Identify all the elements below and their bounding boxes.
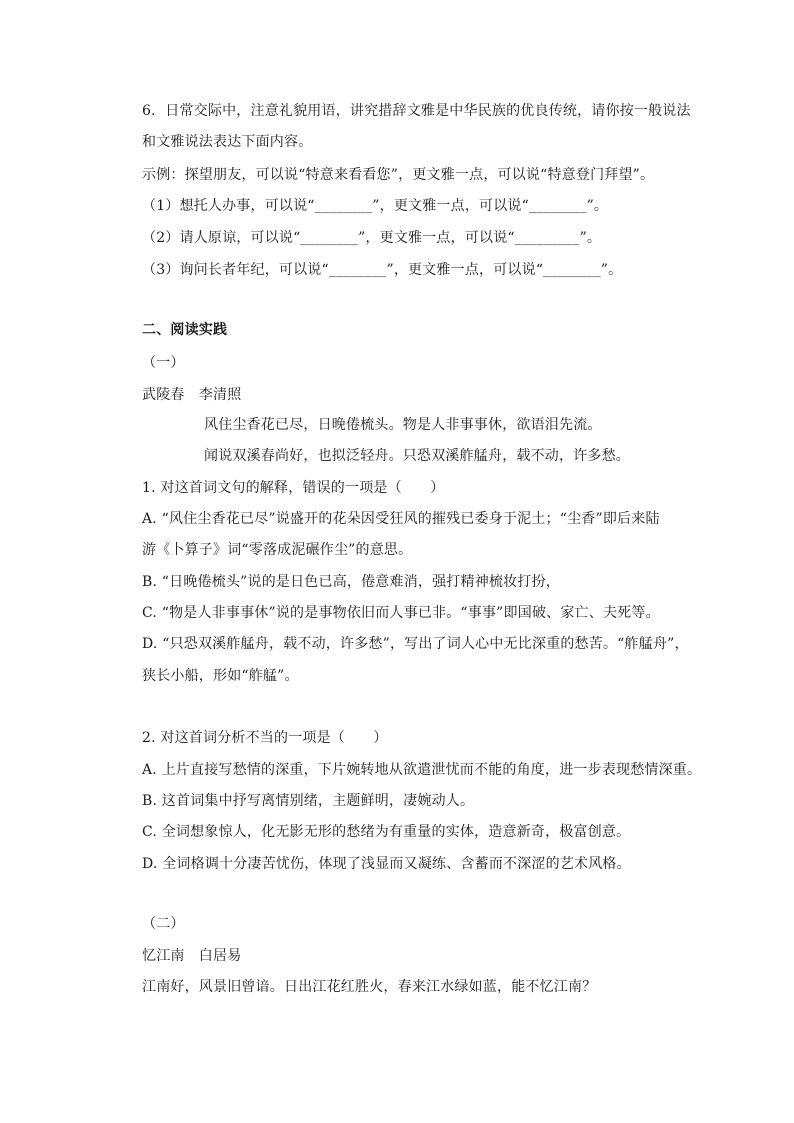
poem-1-line-1: 风住尘香花已尽，日晚倦梳头。物是人非事事休，欲语泪先流。 [204, 417, 602, 433]
question-2-option-b: B. 这首词集中抒写离情别绪，主题鲜明，凄婉动人。 [142, 793, 475, 809]
question-1-option-a-line-2: 游《卜算子》词“零落成泥碾作尘”的意思。 [142, 542, 413, 558]
question-1-option-d-line-2: 狭长小船，形如“舴艋”。 [142, 668, 299, 684]
poem-2-title: 忆江南 白居易 [142, 948, 242, 964]
poem-1-title: 武陵春 李清照 [142, 387, 242, 403]
question-2-option-d: D. 全词格调十分凄苦忧伤，体现了浅显而又凝练、含蓄而不深涩的艺术风格。 [142, 856, 631, 872]
section-heading-reading-practice: 二、阅读实践 [142, 322, 228, 338]
question-2-option-a: A. 上片直接写愁情的深重，下片婉转地从欲遣泄忧而不能的角度，进一步表现愁情深重。 [142, 762, 702, 778]
question-1-option-b: B. “日晚倦梳头”说的是日色已高，倦意难消，强打精神梳妆打扮， [142, 574, 560, 590]
part-2-label: （二） [142, 916, 185, 932]
part-1-label: （一） [142, 355, 185, 371]
question-1-option-c: C. “物是人非事事休”说的是事物依旧而人事已非。“事事”即国破、家亡、夫死等。 [142, 605, 660, 621]
question-6-item-3: （3）询问长者年纪，可以说“________”，更文雅一点，可以说“________”。 [142, 262, 623, 278]
question-1-option-d-line-1: D. “只恐双溪舴艋舟，载不动，许多愁”，写出了词人心中无比深重的愁苦。“舴艋舟”， [142, 636, 689, 652]
question-6-item-1: （1）想托人办事，可以说“________”，更文雅一点，可以说“________”。 [142, 198, 609, 214]
question-1-option-a-line-1: A. “风住尘香花已尽”说盛开的花朵因受狂风的摧残已委身于泥土；“尘香”即后来陆 [142, 511, 660, 527]
question-6-line-2: 和文雅说法表达下面内容。 [142, 134, 313, 150]
question-2-stem: 2. 对这首词分析不当的一项是（ ） [142, 730, 388, 746]
question-2-option-c: C. 全词想象惊人，化无影无形的愁绪为有重量的实体，造意新奇，极富创意。 [142, 824, 631, 840]
question-6-item-2: （2）请人原谅，可以说“________”，更文雅一点，可以说“_________”。 [142, 230, 602, 246]
question-6-line-1: 6．日常交际中，注意礼貌用语，讲究措辞文雅是中华民族的优良传统，请你按一般说法 [142, 103, 691, 119]
question-6-example: 示例：探望朋友，可以说“特意来看看您”，更文雅一点，可以说“特意登门拜望”。 [142, 167, 655, 183]
poem-2-text: 江南好，风景旧曾谙。日出江花红胜火，春来江水绿如蓝，能不忆江南？ [142, 979, 597, 995]
question-1-stem: 1. 对这首词文句的解释，错误的一项是（ ） [142, 480, 445, 496]
poem-1-line-2: 闻说双溪春尚好，也拟泛轻舟。只恐双溪舴艋舟，载不动，许多愁。 [204, 448, 630, 464]
